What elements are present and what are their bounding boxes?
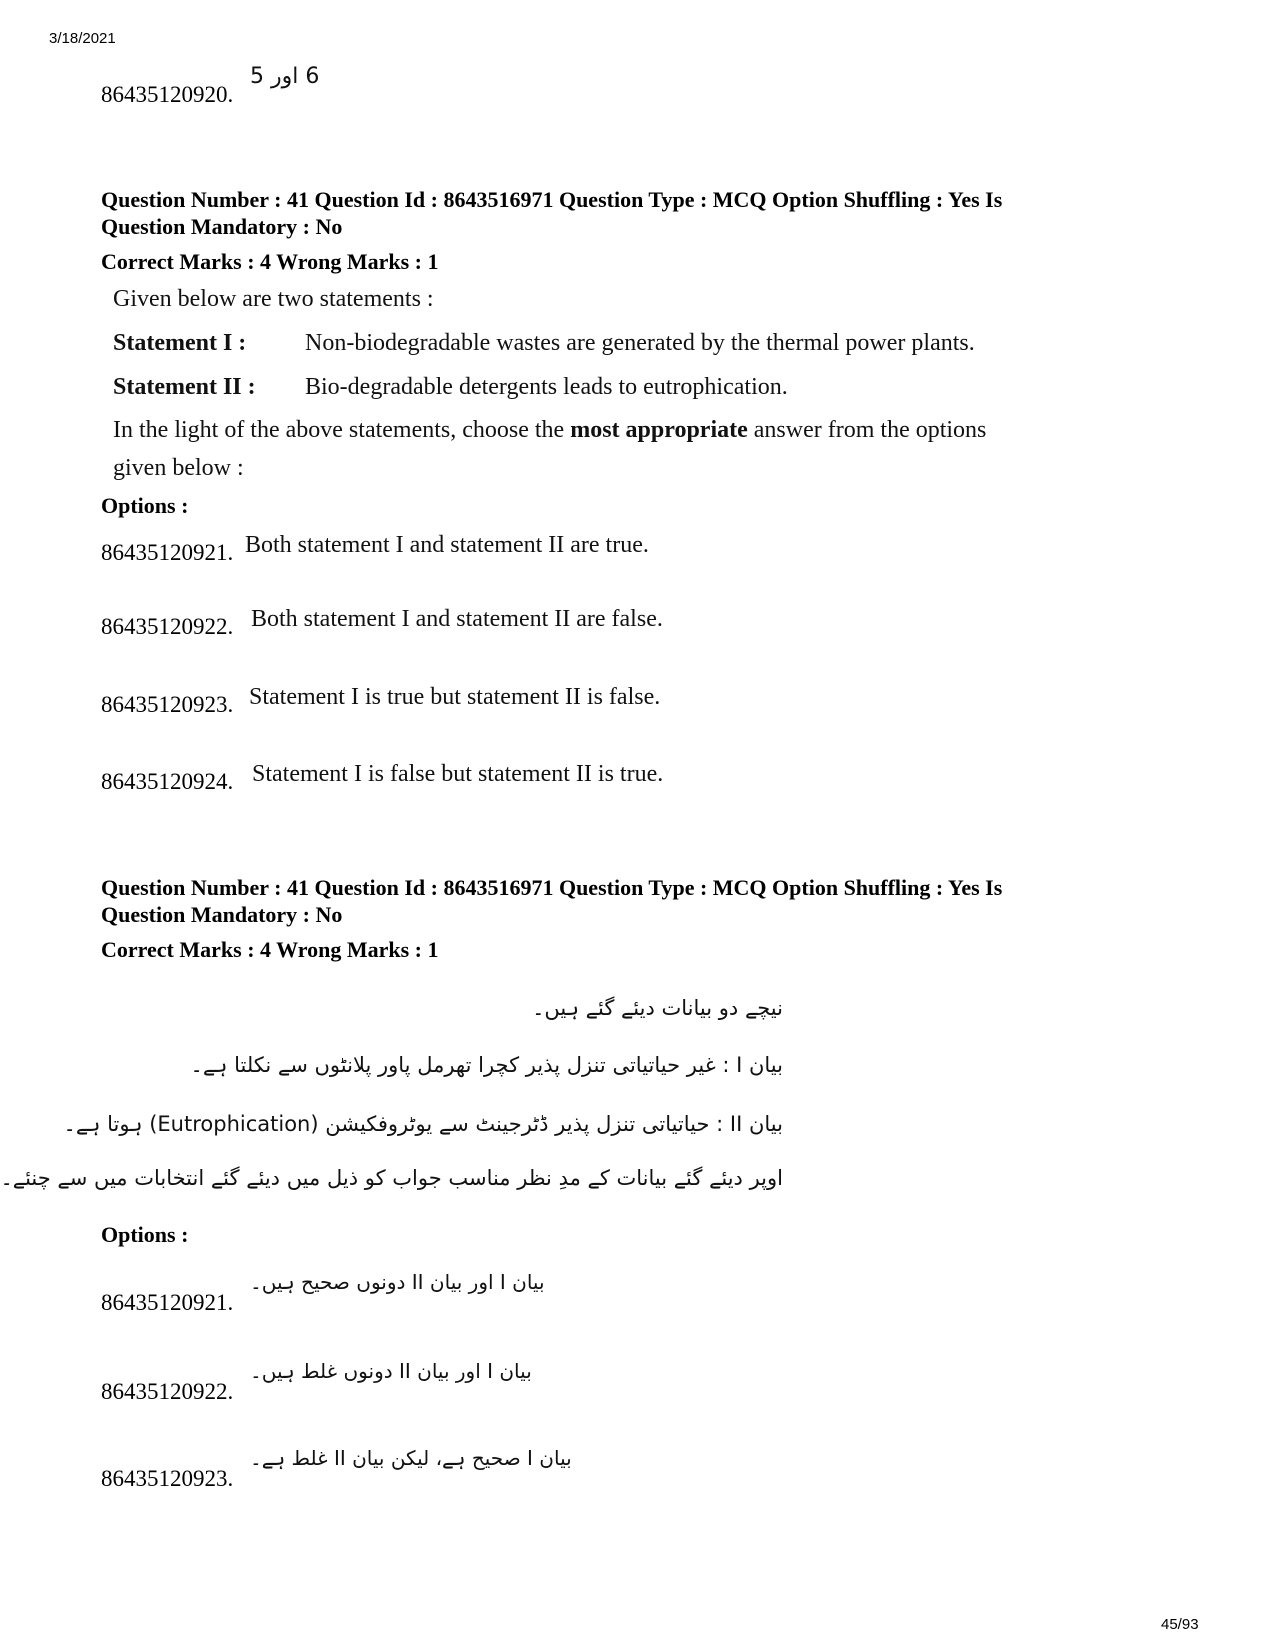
- option-text: 6 اور 5: [250, 64, 320, 89]
- statement-1-text: بیان I : غیر حیاتیاتی تنزل پذیر کچرا تھرمل پاور پلانٹوں سے نکلتا ہے۔: [190, 1053, 783, 1077]
- option-id: 86435120921.: [101, 1290, 234, 1315]
- instruction-emphasis: most appropriate: [570, 417, 748, 443]
- options-label: Options :: [101, 1222, 189, 1247]
- question-instruction: [113, 417, 1173, 444]
- option-id: 86435120922.: [101, 1379, 234, 1404]
- question-header-line2: Question Mandatory : No: [101, 902, 343, 927]
- option-text: Statement I is true but statement II is false.: [249, 684, 661, 710]
- option-text: بیان I صحیح ہے، لیکن بیان II غلط ہے۔: [250, 1446, 572, 1470]
- question-intro: نیچے دو بیانات دیئے گئے ہیں۔: [532, 996, 783, 1020]
- question-marks: Correct Marks : 4 Wrong Marks : 1: [101, 937, 439, 962]
- instruction-part-a: In the light of the above statements, choose the: [113, 417, 565, 443]
- instruction-part-c: given below :: [113, 455, 244, 481]
- statement-2-text: بیان II : حیاتیاتی تنزل پذیر ڈٹرجینٹ سے یوٹروفکیشن (Eutrophication) ہوتا ہے۔: [63, 1112, 783, 1136]
- statement-1-label: Statement I :: [113, 330, 247, 356]
- option-id: 86435120924.: [101, 769, 234, 794]
- statement-2-text: Bio-degradable detergents leads to eutrophication.: [305, 374, 788, 400]
- page-number: 45/93: [1161, 1616, 1199, 1633]
- option-id: 86435120920.: [101, 82, 234, 107]
- question-intro: Given below are two statements :: [113, 286, 434, 312]
- option-id: 86435120923.: [101, 692, 234, 717]
- option-text: بیان I اور بیان II دونوں صحیح ہیں۔: [250, 1270, 545, 1294]
- question-header: [101, 186, 1181, 240]
- question-instruction: اوپر دیئے گئے بیانات کے مدِ نظر مناسب جواب کو ذیل میں دیئے گئے انتخابات میں سے چنئے۔: [0, 1166, 783, 1190]
- option-text: Both statement I and statement II are false.: [251, 606, 663, 632]
- option-text: بیان I اور بیان II دونوں غلط ہیں۔: [250, 1359, 532, 1383]
- option-id: 86435120923.: [101, 1466, 234, 1491]
- instruction-part-b: answer from the options: [753, 417, 987, 443]
- question-header-line2: Question Mandatory : No: [101, 214, 343, 239]
- question-marks: Correct Marks : 4 Wrong Marks : 1: [101, 249, 439, 274]
- option-text: Statement I is false but statement II is true.: [252, 761, 664, 787]
- option-id: 86435120922.: [101, 614, 234, 639]
- statement-1-text: Non-biodegradable wastes are generated by the thermal power plants.: [305, 330, 975, 356]
- question-header-line1: Question Number : 41 Question Id : 8643516971 Question Type : MCQ Option Shuffling : Yes Is: [101, 875, 1003, 900]
- option-text: Both statement I and statement II are true.: [245, 532, 649, 558]
- question-header-line1: Question Number : 41 Question Id : 8643516971 Question Type : MCQ Option Shuffling : Yes Is: [101, 187, 1003, 212]
- print-date: 3/18/2021: [49, 30, 116, 47]
- statement-2-label: Statement II :: [113, 374, 256, 400]
- options-label: Options :: [101, 493, 189, 518]
- question-header: [101, 874, 1181, 928]
- option-id: 86435120921.: [101, 540, 234, 565]
